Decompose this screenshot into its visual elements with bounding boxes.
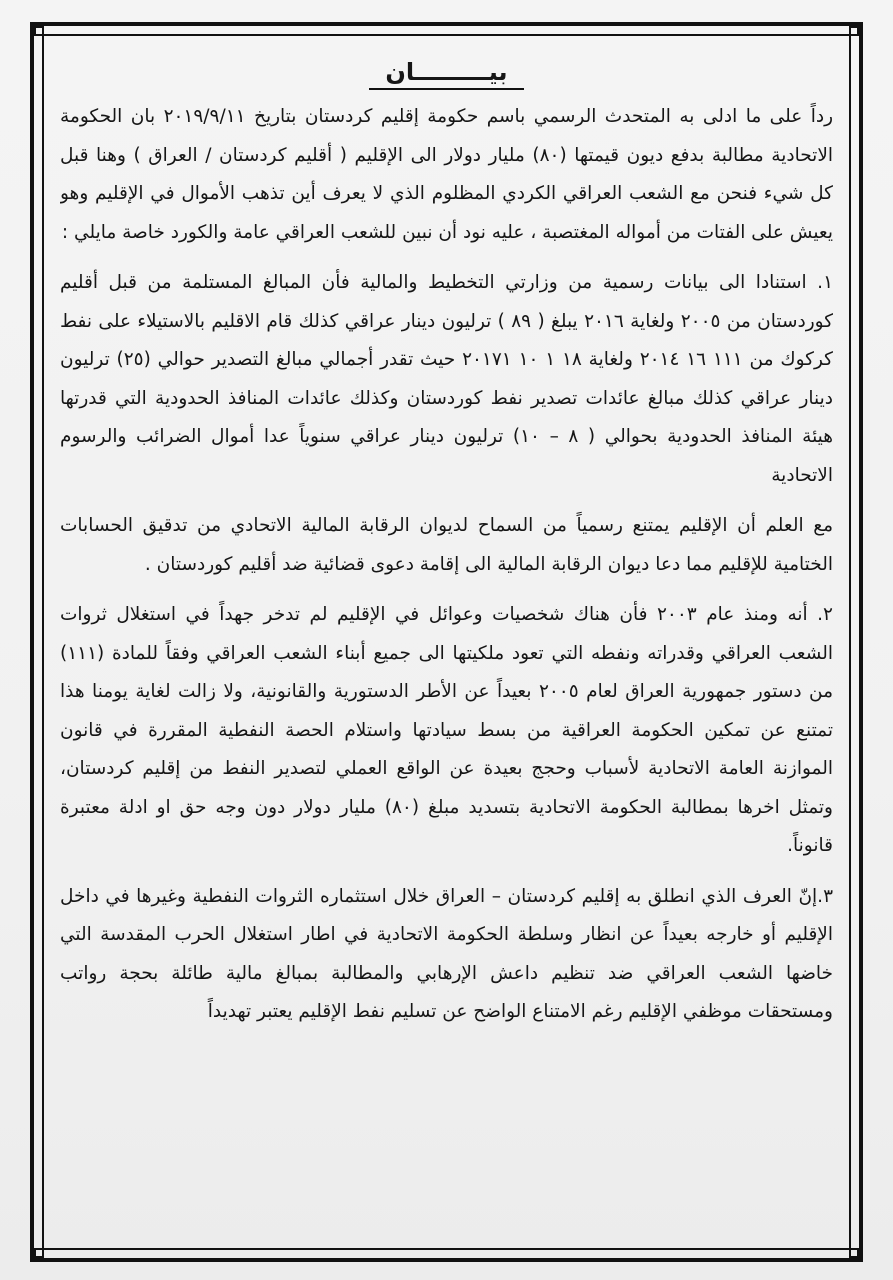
statement-title <box>60 52 833 92</box>
frame-corner-ornament <box>34 1248 44 1258</box>
frame-corner-ornament <box>849 1248 859 1258</box>
audit-note-paragraph: مع العلم أن الإقليم يمتنع رسمياً من السماح لديوان الرقابة المالية الاتحادي من تدقيق الحسابات الختامية للإقليم مما دعا ديوان الرقابة المالية الى إقامة دعوى قضائية ضد أقليم كوردستان . <box>60 515 833 575</box>
intro-paragraph: رداً على ما ادلى به المتحدث الرسمي باسم حكومة إقليم كردستان بتاريخ ٢٠١٩/٩/١١ بان الحكومة الاتحادية مطالبة بدفع ديون قيمتها (٨٠) مليار دولار الى الإقليم ( أقليم كردستان / العراق ) وهنا قبل كل شيء فنحن مع الشعب العراقي الكردي المظلوم الذي لا يعرف أين تذهب الأموال في الإقليم وهو يعيش على الفتات من أمواله المغتصبة ، عليه نود أن نبين للشعب العراقي عامة والكورد خاصة مايلي : <box>60 106 833 243</box>
frame-corner-ornament <box>849 26 859 36</box>
point-3-paragraph: ٣.إنّ العرف الذي انطلق به إقليم كردستان – العراق خلال استثماره الثروات النفطية وغيرها في داخل الإقليم أو خارجه بعيداً عن انظار وسلطة الحكومة الاتحادية في اطار استغلال الحرب المقدسة التي خاضها الشعب العراقي ضد تنظيم داعش الإرهابي والمطالبة بمبالغ مالية طائلة بحجة رواتب ومستحقات موظفي الإقليم رغم الامتناع الواضح عن تسليم نفط الإقليم يعتبر تهديداً <box>60 885 833 1022</box>
point-2-paragraph: ٢. أنه ومنذ عام ٢٠٠٣ فأن هناك شخصيات وعوائل في الإقليم لم تدخر جهداً في استغلال ثروات الشعب العراقي وقدراته ونفطه التي تعود ملكيتها الى جميع أبناء الشعب العراقي وفقاً للمادة (١١١) من دستور جمهورية العراق لعام ٢٠٠٥ بعيداً عن الأطر الدستورية والقانونية، ولا زالت لغاية يومنا هذا تمتنع عن تمكين الحكومة العراقية من بسط سيادتها واستلام الحصة النفطية المقررة في قانون الموازنة العامة الاتحادية لأسباب وحجج بعيدة عن الواقع العملي لتصدير النفط من إقليم كردستان، وتمثل اخرها بمطالبة الحكومة الاتحادية بتسديد مبلغ (٨٠) مليار دولار دون وجه حق او ادلة معتبرة قانوناً. <box>60 604 833 856</box>
statement-title-text: بيـــــــــان <box>369 58 523 90</box>
frame-corner-ornament <box>34 26 44 36</box>
statement-body <box>60 52 833 1232</box>
point-1-paragraph: ١. استنادا الى بيانات رسمية من وزارتي التخطيط والمالية فأن المبالغ المستلمة من قبل أقليم كوردستان من ٢٠٠٥ ولغاية ٢٠١٦ يبلغ ( ٨٩ ) ترليون دينار عراقي كذلك قام الاقليم بالاستيلاء على نفط كركوك من ١١١ ١٦ ٢٠١٤ ولغاية ١٨ ١ ١٠ ٢٠١٧١ حيث تقدر أجمالي مبالغ التصدير حوالي (٢٥) ترليون دينار عراقي كذلك مبالغ عائدات تصدير نفط كوردستان وكذلك عائدات المنافذ الحدودية التي قدرتها هيئة المنافذ الحدودية بحوالي ( ٨ – ١٠) ترليون دينار عراقي سنوياً عدا أموال الضرائب والرسوم الاتحادية <box>60 272 833 486</box>
